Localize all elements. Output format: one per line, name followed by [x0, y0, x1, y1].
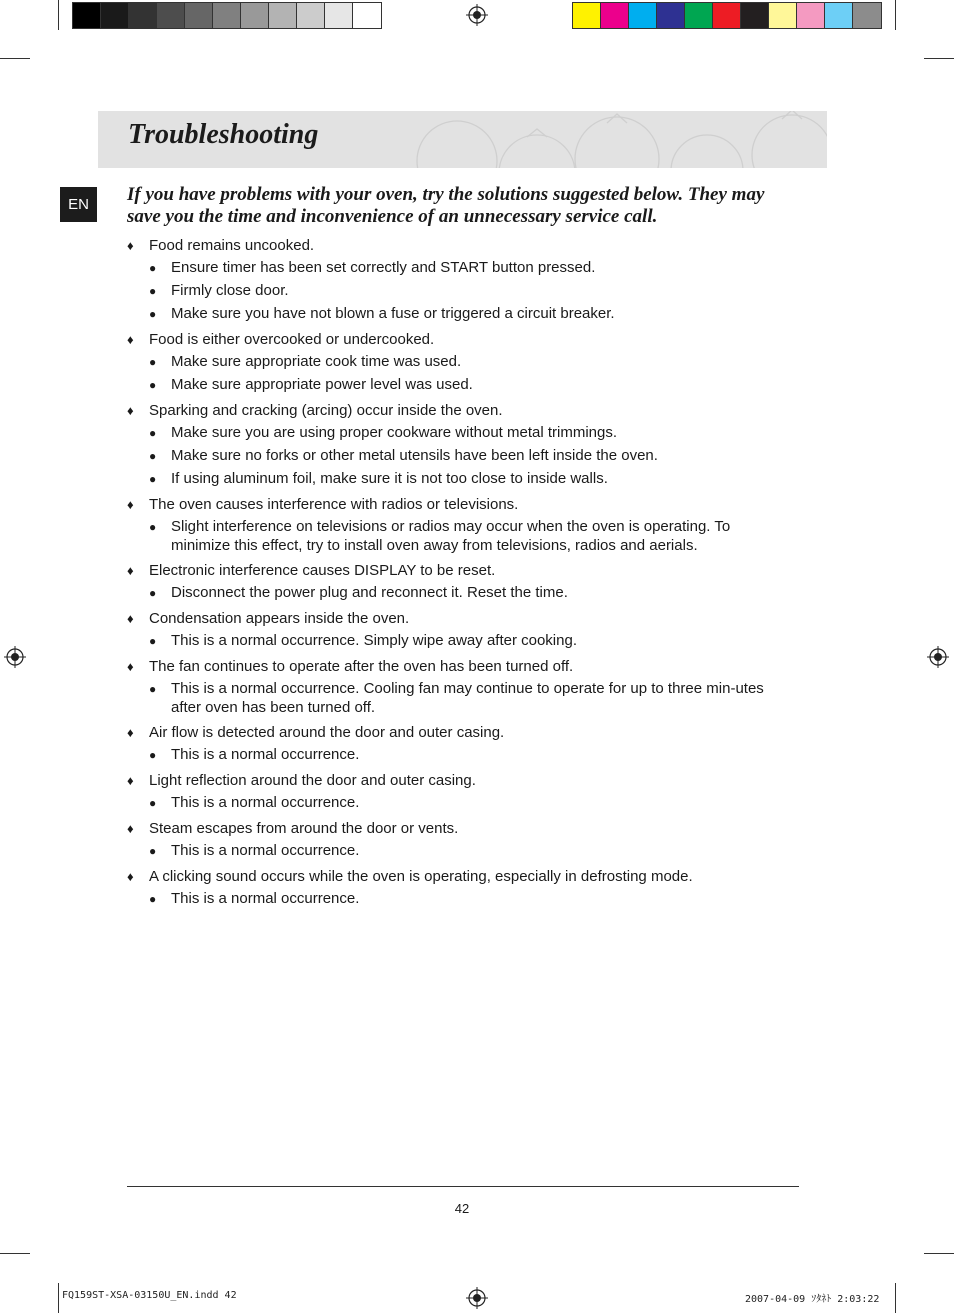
solution-list [127, 793, 787, 813]
color-swatch [297, 3, 325, 28]
solution-text: This is a normal occurrence. [171, 746, 360, 763]
solution-item [127, 423, 787, 443]
issue-item [127, 561, 787, 603]
issue-row [127, 723, 787, 743]
crop-mark [924, 58, 954, 59]
issue-row [127, 609, 787, 629]
solution-list [127, 517, 787, 555]
language-tab: EN [60, 187, 97, 222]
process-color-bar [572, 2, 882, 29]
page-title: Troubleshooting [128, 119, 319, 150]
color-swatch [185, 3, 213, 28]
crop-mark [924, 1253, 954, 1254]
color-swatch [325, 3, 353, 28]
color-swatch [657, 3, 685, 28]
issue-item [127, 867, 787, 909]
solution-list [127, 745, 787, 765]
registration-mark-icon [4, 646, 26, 668]
crop-mark [0, 1253, 30, 1254]
problem-text: Condensation appears inside the oven. [149, 610, 410, 627]
solution-text: Disconnect the power plug and reconnect it. Reset the time. [171, 584, 568, 601]
section-header [98, 111, 827, 168]
problem-text: Food is either overcooked or undercooked. [149, 331, 435, 348]
solution-text: Slight interference on televisions or radios may occur when the oven is operating. To minimize this effect, try to install oven away from televisions, radios and aerials. [171, 518, 731, 554]
dot-bullet-icon: ● [149, 796, 157, 810]
solution-list [127, 631, 787, 651]
solution-item [127, 517, 787, 555]
solution-item [127, 583, 787, 603]
color-swatch [73, 3, 101, 28]
solution-item [127, 841, 787, 861]
color-swatch [157, 3, 185, 28]
color-swatch [573, 3, 601, 28]
solution-item [127, 258, 787, 278]
color-swatch [269, 3, 297, 28]
issue-row [127, 819, 787, 839]
diamond-bullet-icon: ♦ [127, 821, 134, 836]
dot-bullet-icon: ● [149, 892, 157, 906]
intro-text: If you have problems with your oven, try the solutions suggested below. They may save you the time and inconvenience of an unnecessary service call. [127, 184, 765, 227]
solution-text: This is a normal occurrence. Cooling fan may continue to operate for up to three min-utes after oven has been turned off. [171, 680, 764, 716]
solution-item [127, 793, 787, 813]
color-swatch [685, 3, 713, 28]
issue-item [127, 236, 787, 324]
solution-text: If using aluminum foil, make sure it is not too close to inside walls. [171, 470, 608, 487]
diamond-bullet-icon: ♦ [127, 497, 134, 512]
color-swatch [797, 3, 825, 28]
registration-mark-icon [466, 1287, 488, 1309]
solution-text: Firmly close door. [171, 282, 289, 299]
dot-bullet-icon: ● [149, 355, 157, 369]
dot-bullet-icon: ● [149, 520, 157, 534]
problem-text: The fan continues to operate after the oven has been turned off. [149, 658, 574, 675]
diamond-bullet-icon: ♦ [127, 773, 134, 788]
color-swatch [101, 3, 129, 28]
solution-list [127, 583, 787, 603]
dot-bullet-icon: ● [149, 844, 157, 858]
crop-mark [58, 0, 59, 30]
color-swatch [853, 3, 881, 28]
issue-row [127, 561, 787, 581]
solution-text: This is a normal occurrence. [171, 794, 360, 811]
issue-item [127, 771, 787, 813]
diamond-bullet-icon: ♦ [127, 611, 134, 626]
dot-bullet-icon: ● [149, 682, 157, 696]
color-swatch [629, 3, 657, 28]
solution-text: Ensure timer has been set correctly and START button pressed. [171, 259, 596, 276]
diamond-bullet-icon: ♦ [127, 563, 134, 578]
solution-item [127, 281, 787, 301]
problem-text: A clicking sound occurs while the oven is operating, especially in defrosting mode. [149, 868, 693, 885]
color-swatch [601, 3, 629, 28]
dot-bullet-icon: ● [149, 307, 157, 321]
solution-text: Make sure you have not blown a fuse or triggered a circuit breaker. [171, 305, 615, 322]
issue-item [127, 495, 787, 555]
page-number: 42 [454, 1201, 470, 1216]
crop-mark [0, 58, 30, 59]
diamond-bullet-icon: ♦ [127, 403, 134, 418]
solution-item [127, 679, 787, 717]
solution-item [127, 889, 787, 909]
diamond-bullet-icon: ♦ [127, 869, 134, 884]
tomato-illustration-icon [397, 111, 827, 168]
crop-mark [895, 0, 896, 30]
dot-bullet-icon: ● [149, 472, 157, 486]
solution-item [127, 469, 787, 489]
diamond-bullet-icon: ♦ [127, 238, 134, 253]
dot-bullet-icon: ● [149, 426, 157, 440]
solution-list [127, 841, 787, 861]
solution-item [127, 352, 787, 372]
solution-list [127, 889, 787, 909]
solution-text: Make sure no forks or other metal utensils have been left inside the oven. [171, 447, 658, 464]
dot-bullet-icon: ● [149, 261, 157, 275]
troubleshooting-list [127, 236, 787, 915]
color-swatch [129, 3, 157, 28]
color-swatch [353, 3, 381, 28]
issue-row [127, 495, 787, 515]
problem-text: Light reflection around the door and outer casing. [149, 772, 476, 789]
problem-text: Air flow is detected around the door and outer casing. [149, 724, 505, 741]
dot-bullet-icon: ● [149, 378, 157, 392]
color-swatch [213, 3, 241, 28]
color-swatch [769, 3, 797, 28]
solution-item [127, 745, 787, 765]
dot-bullet-icon: ● [149, 284, 157, 298]
solution-item [127, 375, 787, 395]
problem-text: Food remains uncooked. [149, 237, 315, 254]
solution-item [127, 631, 787, 651]
solution-item [127, 446, 787, 466]
gray-color-bar [72, 2, 382, 29]
issue-item [127, 609, 787, 651]
problem-text: Sparking and cracking (arcing) occur inside the oven. [149, 402, 503, 419]
solution-text: Make sure you are using proper cookware without metal trimmings. [171, 424, 618, 441]
issue-row [127, 867, 787, 887]
issue-item [127, 657, 787, 717]
registration-mark-icon [466, 4, 488, 26]
problem-text: Electronic interference causes DISPLAY to be reset. [149, 562, 496, 579]
issue-row [127, 330, 787, 350]
slug-date-info: 2007-04-09 ｿﾀﾈﾄ 2:03:22 [745, 1294, 880, 1305]
solution-list [127, 423, 787, 489]
color-swatch [241, 3, 269, 28]
solution-list [127, 352, 787, 395]
registration-mark-icon [927, 646, 949, 668]
problem-text: Steam escapes from around the door or vents. [149, 820, 459, 837]
crop-mark [895, 1283, 896, 1313]
diamond-bullet-icon: ♦ [127, 659, 134, 674]
dot-bullet-icon: ● [149, 586, 157, 600]
color-swatch [825, 3, 853, 28]
issue-row [127, 657, 787, 677]
issue-row [127, 401, 787, 421]
solution-text: Make sure appropriate power level was used. [171, 376, 473, 393]
dot-bullet-icon: ● [149, 634, 157, 648]
color-swatch [741, 3, 769, 28]
solution-text: This is a normal occurrence. Simply wipe away after cooking. [171, 632, 577, 649]
issue-item [127, 401, 787, 489]
issue-row [127, 771, 787, 791]
slug-file-info: FQ159ST-XSA-03150U_EN.indd 42 [62, 1290, 237, 1301]
diamond-bullet-icon: ♦ [127, 332, 134, 347]
diamond-bullet-icon: ♦ [127, 725, 134, 740]
issue-item [127, 819, 787, 861]
footer-rule [127, 1186, 799, 1187]
solution-list [127, 679, 787, 717]
crop-mark [58, 1283, 59, 1313]
color-swatch [713, 3, 741, 28]
dot-bullet-icon: ● [149, 748, 157, 762]
solution-item [127, 304, 787, 324]
solution-text: Make sure appropriate cook time was used. [171, 353, 462, 370]
solution-text: This is a normal occurrence. [171, 842, 360, 859]
solution-list [127, 258, 787, 324]
issue-row [127, 236, 787, 256]
problem-text: The oven causes interference with radios or televisions. [149, 496, 519, 513]
dot-bullet-icon: ● [149, 449, 157, 463]
issue-item [127, 330, 787, 395]
issue-item [127, 723, 787, 765]
solution-text: This is a normal occurrence. [171, 890, 360, 907]
